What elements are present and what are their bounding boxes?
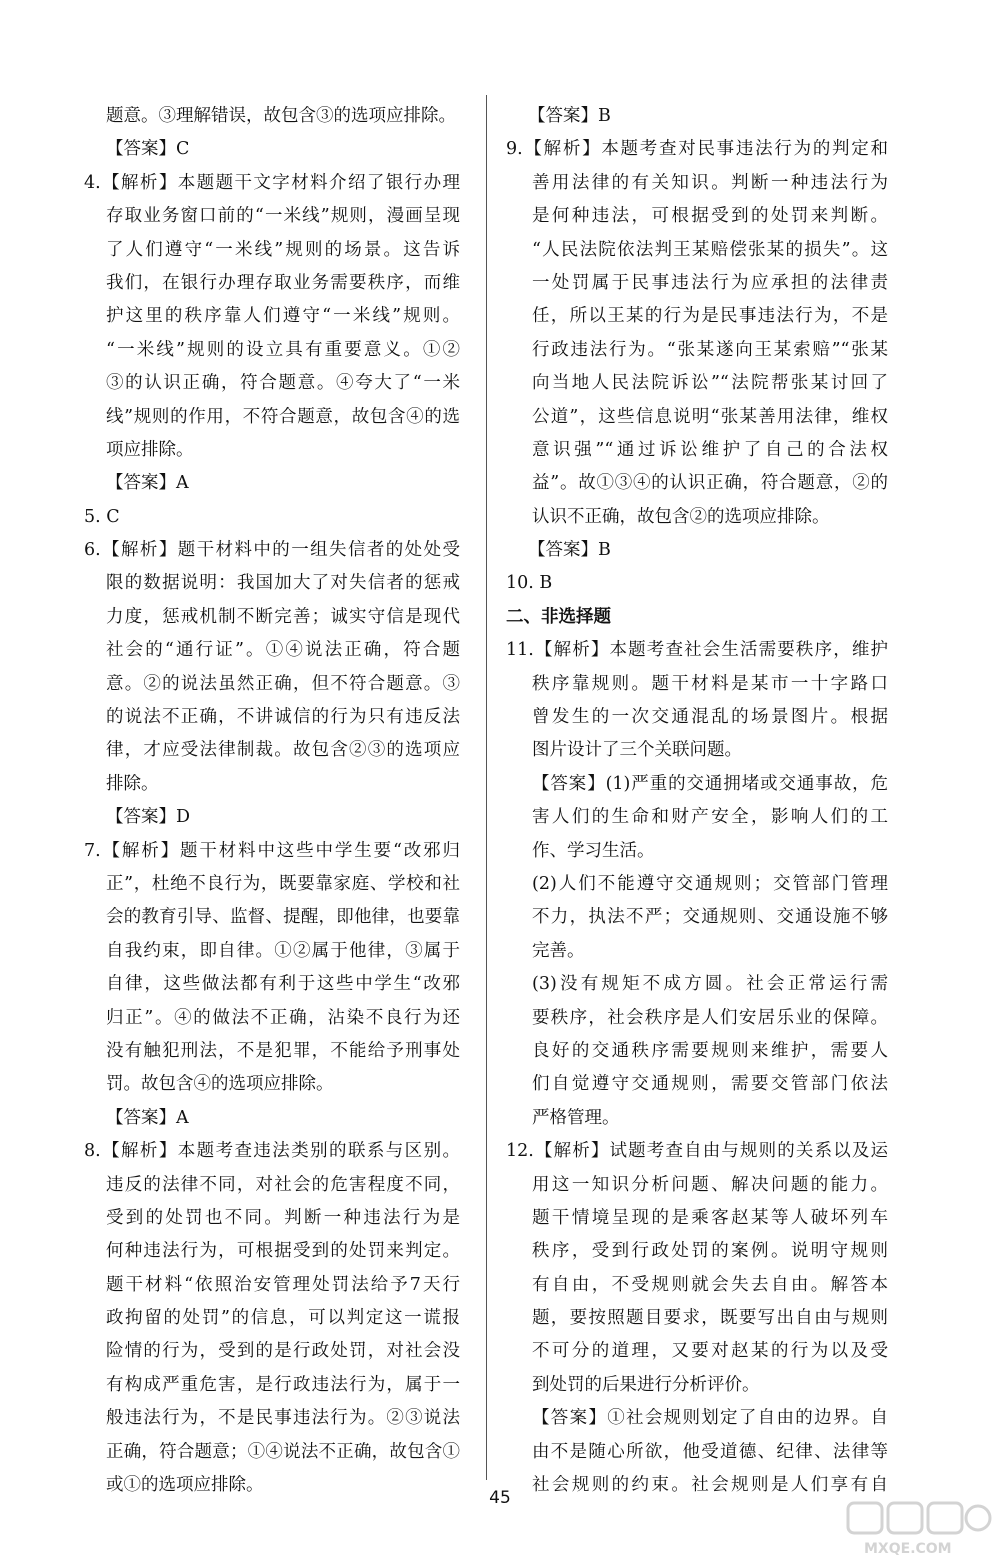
- left-text-line: 5. C: [84, 506, 120, 527]
- right-text-line: 要秩序，社会秩序是人们安居乐业的保障。: [532, 1007, 888, 1028]
- left-text-line: 题干材料“依照治安管理处罚法给予7天行: [106, 1274, 460, 1295]
- left-text-line: 8.【解析】本题考查违法类别的联系与区别。: [84, 1141, 460, 1162]
- left-text-line: 限的数据说明：我国加大了对失信者的惩戒: [106, 573, 460, 594]
- right-text-line: 完善。: [532, 940, 585, 961]
- left-text-line: 律，才应受法律制裁。故包含②③的选项应: [106, 740, 460, 761]
- right-text-line: 题，要按照题目要求，既要写出自由与规则: [532, 1308, 888, 1329]
- watermark-logo: [844, 1499, 994, 1559]
- right-text-line: 图片设计了三个关联问题。: [532, 740, 742, 761]
- left-text-line: 护这里的秩序靠人们遵守“一米线”规则。: [106, 306, 460, 327]
- right-text-line: 曾发生的一次交通混乱的场景图片。根据: [532, 707, 888, 728]
- left-text-line: 政拘留的处罚”的信息，可以判定这一谎报: [106, 1308, 460, 1329]
- right-text-line: 社会规则的约束。社会规则是人们享有自: [532, 1475, 888, 1496]
- right-text-line: 是何种违法，可根据受到的处罚来判断。: [532, 206, 888, 227]
- left-text-line: 险情的行为，受到的是行政处罚，对社会没: [106, 1341, 460, 1362]
- left-text-line: 罚。故包含④的选项应排除。: [106, 1074, 334, 1095]
- right-text-line: 【答案】(1)严重的交通拥堵或交通事故，危: [532, 773, 888, 794]
- left-text-line: “一米线”规则的设立具有重要意义。①②: [106, 339, 460, 360]
- left-text-line: 了人们遵守“一米线”规则的场景。这告诉: [106, 239, 460, 260]
- left-text-line: 线”规则的作用，不符合题意，故包含④的选: [106, 406, 460, 427]
- left-text-line: 般违法行为，不是民事违法行为。②③说法: [106, 1408, 460, 1429]
- right-text-line: 作、学习生活。: [532, 840, 655, 861]
- right-text-line: 【答案】①社会规则划定了自由的边界。自: [532, 1408, 888, 1429]
- left-text-line: 违反的法律不同，对社会的危害程度不同，: [106, 1174, 460, 1195]
- left-text-line: 会的教育引导、监督、提醒，即他律，也要靠: [106, 907, 460, 928]
- right-text-line: 认识不正确，故包含②的选项应排除。: [532, 506, 830, 527]
- right-text-line: 意识强”“通过诉讼维护了自己的合法权: [532, 439, 888, 460]
- right-text-line: 由不是随心所欲，他受道德、纪律、法律等: [532, 1441, 888, 1462]
- left-text-line: 【答案】D: [106, 807, 191, 828]
- right-text-line: 向当地人民法院诉讼”“法院帮张某讨回了: [532, 373, 888, 394]
- column-divider: [486, 95, 487, 1480]
- right-text-line: 题干情境呈现的是乘客赵某等人破坏列车: [532, 1207, 888, 1228]
- left-text-line: 自我约束，即自律。①②属于他律，③属于: [106, 940, 460, 961]
- left-text-line: 【答案】A: [106, 1107, 189, 1128]
- left-text-line: 排除。: [106, 773, 159, 794]
- right-text-line: 用这一知识分析问题、解决问题的能力。: [532, 1174, 888, 1195]
- right-text-line: 公道”，这些信息说明“张某善用法律，维权: [532, 406, 888, 427]
- right-text-line: 【答案】B: [528, 106, 611, 126]
- right-text-line: 10. B: [506, 573, 553, 594]
- watermark-text: MXQE.COM: [864, 1541, 952, 1557]
- left-text-line: 何种违法行为，可根据受到的处罚来判定。: [106, 1241, 460, 1262]
- right-text-line: (2)人们不能遵守交通规则；交管部门管理: [532, 873, 888, 894]
- left-text-line: 没有触犯刑法，不是犯罪，不能给予刑事处: [106, 1040, 460, 1061]
- left-text-line: 存取业务窗口前的“一米线”规则，漫画呈现: [106, 206, 460, 227]
- right-text-line: 二、非选择题: [506, 606, 611, 627]
- right-text-line: 9.【解析】本题考查对民事违法行为的判定和: [506, 139, 888, 160]
- right-text-line: 益”。故①③④的认识正确，符合题意，②的: [532, 473, 888, 494]
- left-text-line: 意。②的说法虽然正确，但不符合题意。③: [106, 673, 460, 694]
- right-text-line: 不可分的道理，又要对赵某的行为以及受: [532, 1341, 888, 1362]
- left-text-line: 有构成严重危害，是行政违法行为，属于一: [106, 1374, 460, 1395]
- right-text-line: (3)没有规矩不成方圆。社会正常运行需: [532, 974, 888, 995]
- right-text-line: 善用法律的有关知识。判断一种违法行为: [532, 172, 888, 193]
- left-text-line: 社会的“通行证”。①④说法正确，符合题: [106, 640, 460, 661]
- right-text-line: 害人们的生命和财产安全，影响人们的工: [532, 807, 888, 828]
- left-text-line: 或①的选项应排除。: [106, 1475, 264, 1496]
- left-text-line: 力度，惩戒机制不断完善；诚实守信是现代: [106, 606, 460, 627]
- left-text-line: 项应排除。: [106, 439, 194, 460]
- right-text-line: 行政违法行为。“张某遂向王某索赔”“张某: [532, 339, 888, 360]
- right-text-line: 秩序靠规则。题干材料是某市一十字路口: [532, 673, 888, 694]
- right-text-line: 秩序，受到行政处罚的案例。说明守规则: [532, 1241, 888, 1262]
- left-text-line: 正”，杜绝不良行为，既要靠家庭、学校和社: [106, 873, 460, 894]
- page-number: 45: [489, 1488, 511, 1508]
- right-text-line: 11.【解析】本题考查社会生活需要秩序，维护: [506, 640, 888, 661]
- left-text-line: 正确，符合题意；①④说法不正确，故包含①: [106, 1441, 460, 1462]
- right-text-line: 不力，执法不严；交通规则、交通设施不够: [532, 907, 888, 928]
- left-text-line: ③的认识正确，符合题意。④夸大了“一米: [106, 373, 460, 394]
- right-text-line: 任，所以王某的行为是民事违法行为，不是: [532, 306, 888, 327]
- left-text-line: 的说法不正确，不讲诚信的行为只有违反法: [106, 707, 460, 728]
- left-text-line: 6.【解析】题干材料中的一组失信者的处处受: [84, 540, 460, 561]
- left-text-line: 4.【解析】本题题干文字材料介绍了银行办理: [84, 172, 460, 193]
- right-text-line: 到处罚的后果进行分析评价。: [532, 1374, 760, 1395]
- right-text-line: 12.【解析】试题考查自由与规则的关系以及运: [506, 1141, 888, 1162]
- left-text-line: 我们，在银行办理存取业务需要秩序，而维: [106, 272, 460, 293]
- right-column: [506, 100, 888, 1502]
- right-text-line: 严格管理。: [532, 1107, 620, 1128]
- right-text-line: 一处罚属于民事违法行为应承担的法律责: [532, 272, 888, 293]
- left-text-line: 归正”。④的做法不正确，沾染不良行为还: [106, 1007, 460, 1028]
- left-text-line: 受到的处罚也不同。判断一种违法行为是: [106, 1207, 460, 1228]
- left-text-line: 【答案】A: [106, 473, 189, 494]
- right-text-line: 有自由，不受规则就会失去自由。解答本: [532, 1274, 888, 1295]
- right-text-line: “人民法院依法判王某赔偿张某的损失”。这: [532, 239, 888, 260]
- left-text-line: 7.【解析】题干材料中这些中学生要“改邪归: [84, 840, 460, 861]
- left-text-line: 题意。③理解错误，故包含③的选项应排除。: [106, 106, 456, 126]
- right-text-line: 【答案】B: [528, 540, 611, 561]
- right-text-line: 良好的交通秩序需要规则来维护，需要人: [532, 1040, 888, 1061]
- left-text-line: 【答案】C: [106, 139, 190, 160]
- left-text-line: 自律，这些做法都有利于这些中学生“改邪: [106, 974, 460, 995]
- right-text-line: 们自觉遵守交通规则，需要交管部门依法: [532, 1074, 888, 1095]
- left-column: [84, 100, 460, 1502]
